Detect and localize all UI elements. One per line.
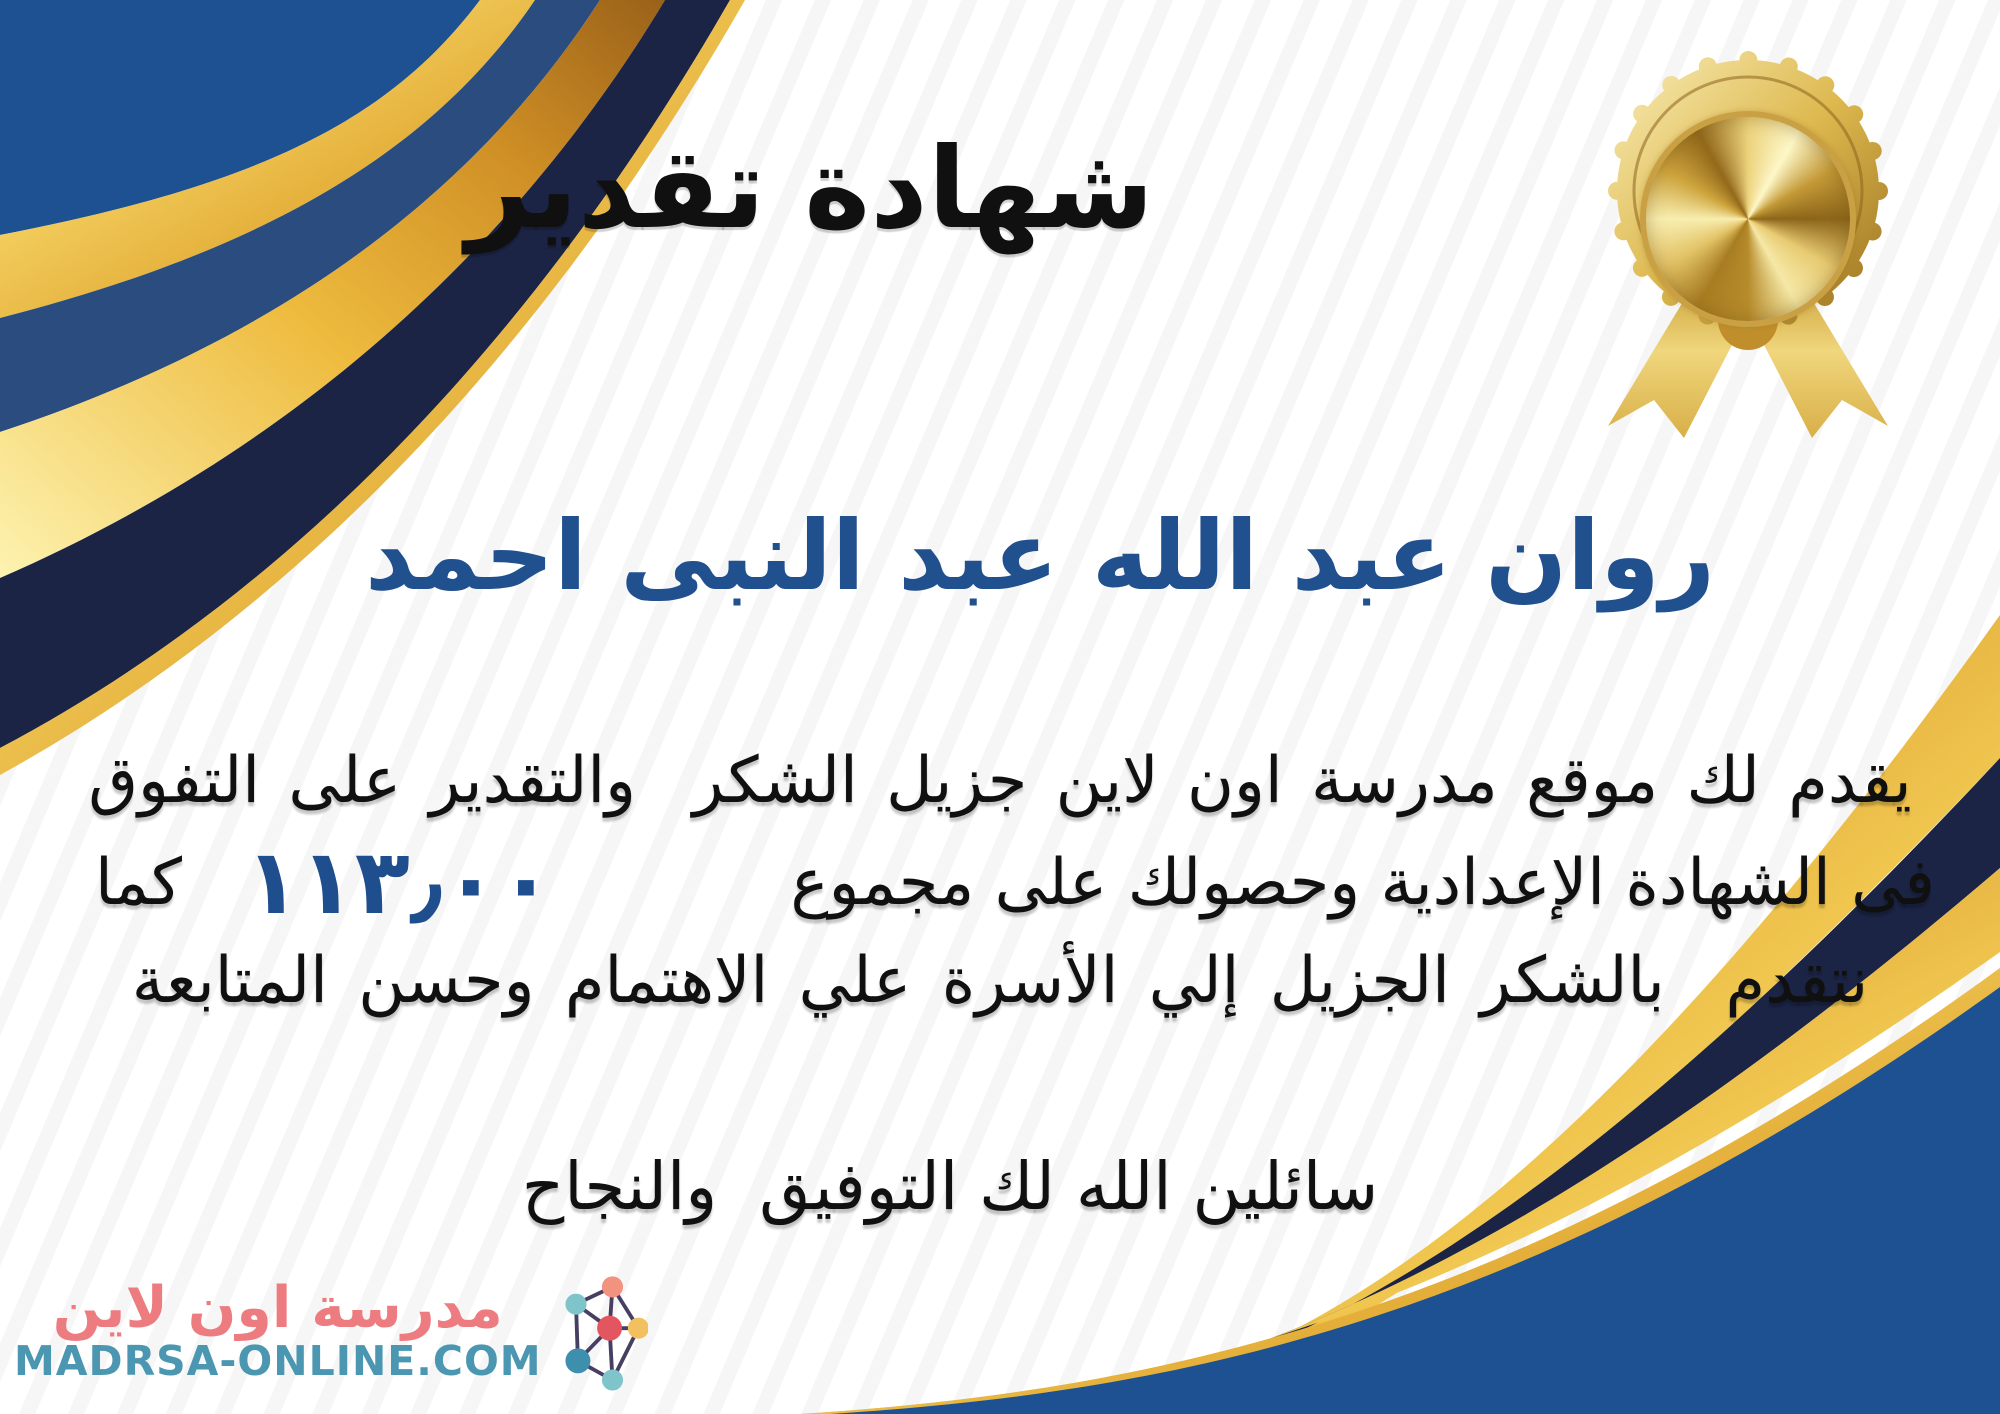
medal-disc xyxy=(1640,111,1856,327)
logo-texts xyxy=(14,1274,542,1386)
logo-domain: MADRSA-ONLINE.COM xyxy=(14,1337,542,1386)
body-line-2 xyxy=(0,830,2000,956)
body-line-1: يقدم لك موقع مدرسة اون لاين جزيل الشكر والتقدير على التفوق xyxy=(88,744,1912,818)
logo-arabic-name: مدرسة اون لاين xyxy=(52,1274,503,1341)
swoosh-top-left xyxy=(0,0,745,775)
certificate-title: شهادة تقدير xyxy=(466,124,1154,254)
site-logo xyxy=(14,1258,554,1406)
closing-line: سائلين الله لك التوفيق والنجاح xyxy=(521,1148,1379,1225)
body-line-2-tail: كما xyxy=(95,846,182,920)
body-line-2-text: فى الشهادة الإعدادية وحصولك على مجموع xyxy=(790,846,1935,920)
network-graph-icon xyxy=(552,1272,648,1392)
score-value: ١١٣٫٠٠ xyxy=(245,830,554,935)
body-line-3: نتقدم بالشكر الجزيل إلي الأسرة علي الاهتمام وحسن المتابعة xyxy=(131,944,1869,1018)
gold-medal xyxy=(1578,28,1918,440)
student-name: روان عبد الله عبد النبى احمد xyxy=(364,500,1716,612)
